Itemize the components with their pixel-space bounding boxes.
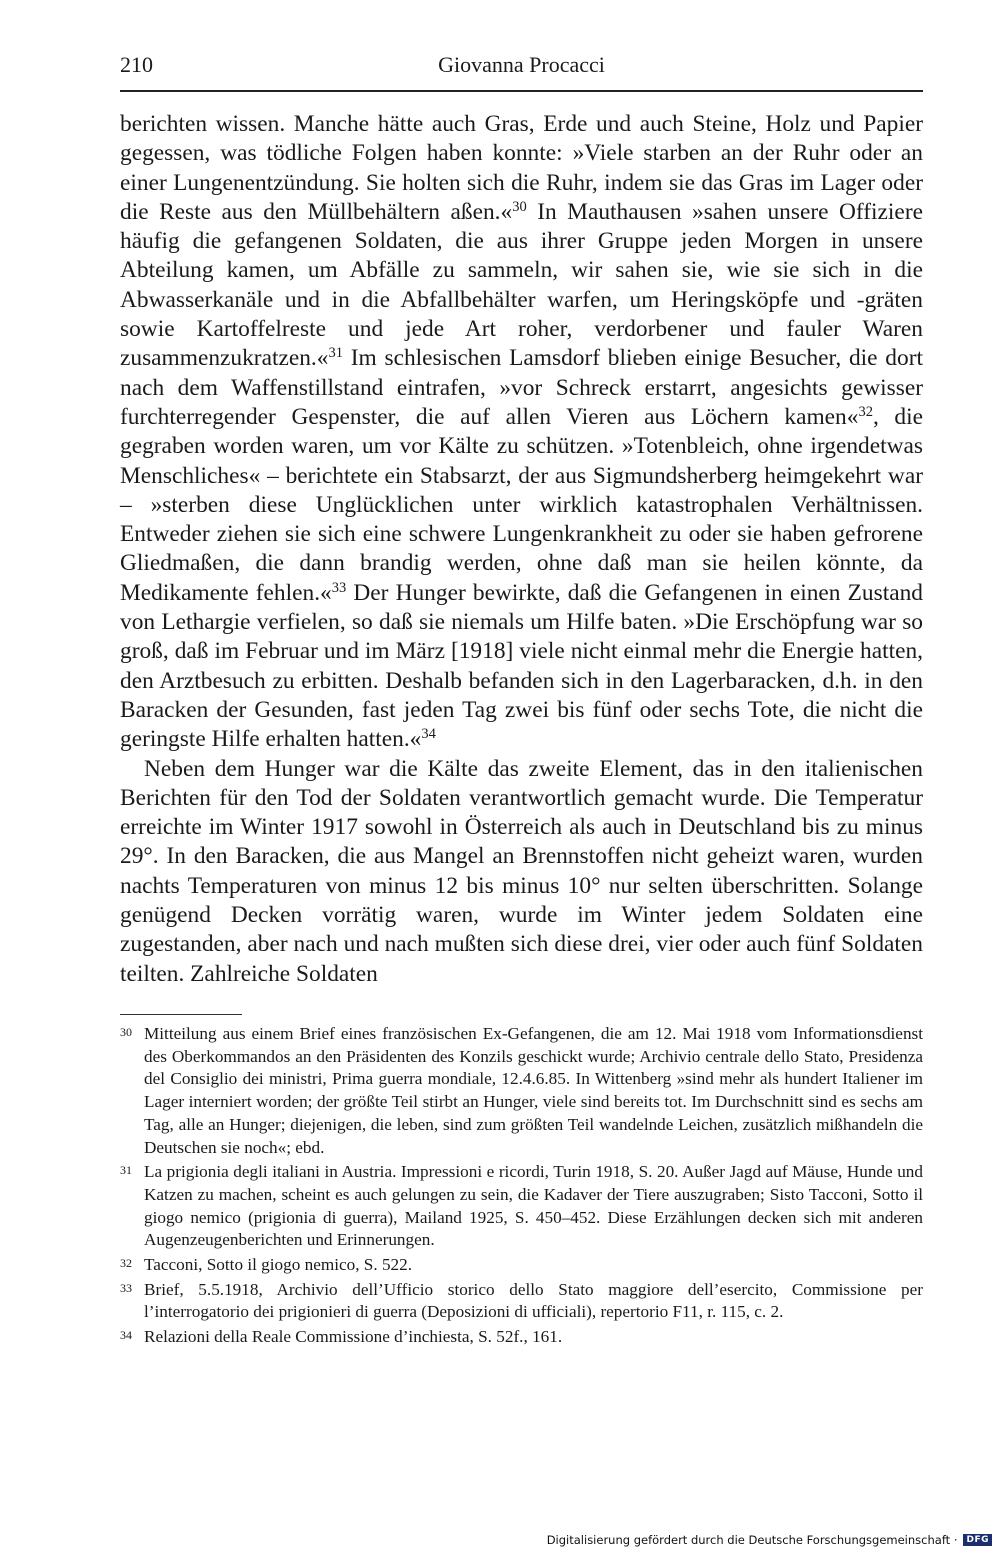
text-run: In Mauthausen »sahen unsere Offiziere häufig die gefangenen Soldaten, die aus ihrer Gruppe jeden Morgen in unsere Abteilung kamen, um Abfälle zu sammeln, wir sahen sie, wie sie sich in die Abwasserkanäle und in die Abfallbehälter warfen, um Heringsköpfe und -gräten sowie Kartoffelreste und jede Art roher, verdorbener und fauler Waren zusammenzukratzen.« (120, 198, 923, 372)
footnote-number: 33 (120, 1280, 132, 1295)
text-run: berichten wissen. Manche hätte auch Gras, Erde und auch Steine, Holz und Papier gegessen, was tödliche Folgen haben konnte: »Viele starben an der Ruhr oder an einer Lungenentzündung. Sie holten sich die Ruhr, indem sie das Gras im Lager oder die Reste aus den Müllbehältern aßen.« (120, 111, 923, 225)
text-run: Im schlesischen Lamsdorf blieben einige Besucher, die dort nach dem Waffenstillstand eintrafen, »vor Schreck erstarrt, angesichts gewisser furchterregender Gespenster, die auf allen Vieren aus Löchern kamen« (120, 345, 923, 430)
main-text (120, 110, 923, 989)
dfg-logo: DFG (963, 1534, 992, 1546)
footnotes (120, 1023, 923, 1351)
running-header (120, 52, 923, 82)
header-rule (120, 90, 923, 92)
footnote-number: 32 (120, 1256, 132, 1271)
footnote-ref: 34 (421, 726, 436, 743)
footnote-number: 30 (120, 1025, 132, 1039)
paragraph-1 (120, 110, 923, 755)
footnote-separator (120, 1014, 242, 1015)
footnote-text: Relazioni della Reale Commissione d’inchiesta, S. 52f., 161. (144, 1327, 563, 1347)
footnote-text: La prigionia degli italiani in Austria. Impressioni e ricordi, Turin 1918, S. 20. Außer Jagd auf Mäuse, Hunde und Katzen zu machen, scheint es auch gelungen zu sein, die Kadaver der Tiere auszugraben; Sisto Tacconi, Sotto il giogo nemico (prigionia di guerra), Mailand 1925, S. 450–452. Diese Erzählungen decken sich mit anderen Augenzeugenberichten und Erinnerungen. (144, 1162, 923, 1250)
footnote-text: Mitteilung aus einem Brief eines französischen Ex-Gefangenen, die am 12. Mai 1918 vom Informationsdienst des Oberkommandos an den Präsidenten des Konzils geschickt wurde; Archivio centrale dello Stato, Presidenza del Consiglio dei ministri, Prima guerra mondiale, 12.4.6.85. In Wittenberg »sind mehr als hundert Italiener im Lager interniert worden; der größte Teil stirbt an Hunger, viele sind bereits tot. Im Durchschnitt sind es sechs am Tag, alle an Hunger; diejenigen, die leben, sind zum größten Teil wandelnde Leichen, zusätzlich mißhandeln die Deutschen sie noch«; ebd. (144, 1024, 923, 1157)
footnote-ref: 32 (858, 404, 873, 420)
running-head-author: Giovanna Procacci (438, 52, 605, 77)
footnote-ref: 30 (512, 198, 527, 215)
footnote (120, 1023, 923, 1159)
digitization-footer (547, 1533, 992, 1547)
footnote-number: 34 (120, 1328, 132, 1343)
page-number: 210 (120, 52, 153, 77)
funding-credit: Digitalisierung gefördert durch die Deutsche Forschungsgemeinschaft · (546, 1533, 958, 1547)
footnote-text: Brief, 5.5.1918, Archivio dell’Ufficio storico dello Stato maggiore dell’esercito, Commissione per l’interrogatorio dei prigionieri di guerra (Deposizioni di ufficiali), repertorio F11, r. 115, c. 2. (144, 1279, 923, 1322)
paragraph-2: Neben dem Hunger war die Kälte das zweite Element, das in den italienischen Berichten für den Tod der Soldaten verantwortlich gemacht wurde. Die Temperatur erreichte im Winter 1917 sowohl in Österreich als auch in Deutschland bis zu minus 29°. In den Baracken, die aus Mangel an Brennstoffen nicht geheizt waren, wurden nachts Temperaturen von minus 12 bis minus 10° nur selten überschritten. Solange genügend Decken vorrätig waren, wurde im Winter jedem Soldaten eine zugestanden, aber nach und nach mußten sich diese drei, vier oder auch fünf Soldaten teilten. Zahlreiche Soldaten (120, 755, 923, 987)
footnote-ref: 31 (328, 345, 343, 362)
footnote-number: 31 (120, 1163, 132, 1178)
footnote (120, 1326, 923, 1349)
footnote-ref: 33 (331, 579, 347, 596)
text-run: Der Hunger bewirkte, daß die Gefangenen in einen Zustand von Lethargie verfielen, so daß sie niemals um Hilfe baten. »Die Erschöpfung war so groß, daß im Februar und im März [1918] viele nicht einmal mehr die Energie hatten, den Arztbesuch zu erbitten. Deshalb befanden sich in den Lagerbaracken, d.h. in den Baracken der Gesunden, fast jeden Tag zwei bis fünf oder sechs Tote, die nicht die geringste Hilfe erhalten hatten.« (120, 579, 923, 753)
text-run: , die gegraben worden waren, um vor Kälte zu schützen. »Totenbleich, ohne irgendetwas Menschliches« – berichtete ein Stabsarzt, der aus Sigmundsherberg heimgekehrt war – »sterben diese Unglücklichen unter wirklich katastrophalen Verhältnissen. Entweder ziehen sie sich eine schwere Lungenkrankheit zu oder sie haben gefrorene Gliedmaßen, die dann brandig werden, ohne daß man sie heilen könnte, da Medikamente fehlen.« (120, 403, 923, 606)
footnote (120, 1254, 923, 1277)
footnote (120, 1161, 923, 1252)
footnote (120, 1279, 923, 1324)
footnote-text: Tacconi, Sotto il giogo nemico, S. 522. (144, 1255, 413, 1275)
